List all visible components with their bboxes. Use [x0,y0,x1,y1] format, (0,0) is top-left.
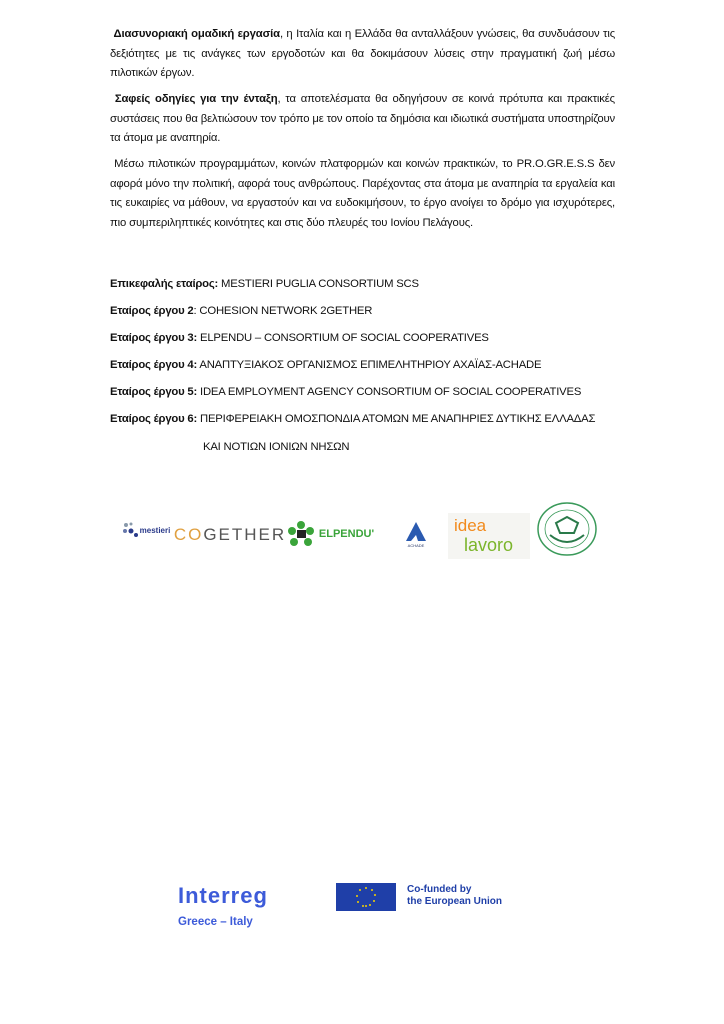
partner-label: Επικεφαλής εταίρος: [110,278,219,290]
lavoro-text: lavoro [464,535,514,555]
gether-text: GETHER [203,525,287,544]
partner-name: : COHESION NETWORK 2GETHER [193,305,373,317]
achade-mountain-icon [405,521,427,543]
mestieri-logo [118,518,174,542]
partner-5 [110,386,581,398]
paragraph-text: , η Ιταλία και η Ελλάδα θα ανταλλάξουν γνώσεις, θα συνδυάσουν τις δεξιότητες με τις ανάγκες των εργοδοτών και θα δοκιμάσουν λύσεις στην πραγματική ζωή μέσω πιλοτικών έργων. [110,28,615,79]
paragraph-cross-border [110,25,615,84]
achade-logo [398,517,434,551]
partner-4 [110,359,541,371]
co-text: CO [173,525,204,544]
partner-name: MESTIERI PUGLIA CONSORTIUM SCS [218,278,419,290]
federation-seal-logo [535,501,599,557]
partner-2 [110,305,372,317]
interreg-logo [178,883,318,928]
paragraph-heading: Σαφείς οδηγίες για την ένταξη [114,93,278,105]
elpendu-hands-icon [286,519,316,549]
2gether-logo [173,516,287,554]
paragraph-text: , τα αποτελέσματα θα οδηγήσουν σε κοινά πρότυπα και πρακτικές συστάσεις που θα βελτιώσουν τον τρόπο με τον οποίο τα δημόσια και ιδιωτικά συστήματα υποστηρίζουν τα άτομα με αναπηρία. [110,93,615,144]
partner-6 [110,413,595,425]
mestieri-dots-icon [122,521,140,539]
elpendu-logo [280,518,380,550]
interreg-text: Interreg [178,883,268,908]
paragraph-integration [110,90,615,149]
program-text: Greece – Italy [178,916,253,928]
partner-name: IDEA EMPLOYMENT AGENCY CONSORTIUM OF SOCIAL COOPERATIVES [197,386,582,398]
achade-text: ACHADE [407,542,425,548]
paragraph-progress [110,155,615,233]
eu-flag-icon [336,883,396,911]
partner-lead [110,278,419,290]
idea-lavoro-logo [448,513,530,559]
partner-name: ELPENDU – CONSORTIUM OF SOCIAL COOPERATIVES [197,332,489,344]
idea-text: idea [454,516,487,535]
partner-label: Εταίρος έργου 4: [110,359,198,371]
mestieri-text: mestieri [139,525,171,535]
partner-3 [110,332,489,344]
paragraph-text: Μέσω πιλοτικών προγραμμάτων, κοινών πλατφορμών και κοινών πρακτικών, το PR.O.GR.E.S.S δεν αφορά μόνο την πολιτική, αφορά τους ανθρώπους. Παρέχοντας στα άτομα με αναπηρία τα εργαλεία και τις ευκαιρίες να μάθουν, να εργαστούν και να ευδοκιμήσουν, το έργο ανοίγει το δρόμο για ισχυρότερες, πιο συμπεριληπτικές κοινότητες και στις δύο πλευρές του Ιονίου Πελάγους. [110,158,615,229]
partner-label: Εταίρος έργου 2 [110,305,194,317]
partner-label: Εταίρος έργου 6: [110,413,198,425]
elpendu-text: ELPENDU' [318,528,375,540]
partner-label: Εταίρος έργου 5: [110,386,198,398]
partner-label: Εταίρος έργου 3: [110,332,198,344]
seal-icon [536,501,598,557]
eu-cofunded-text [407,884,502,908]
eu-line2: the European Union [407,896,502,907]
eu-line1: Co-funded by [407,884,472,895]
partner-6-continuation: ΚΑΙ ΝΟΤΙΩΝ ΙΟΝΙΩΝ ΝΗΣΩΝ [203,441,350,453]
partner-name: ΑΝΑΠΤΥΞΙΑΚΟΣ ΟΡΓΑΝΙΣΜΟΣ ΕΠΙΜΕΛΗΤΗΡΙΟΥ ΑΧΑΪΑΣ-ACHADE [197,359,542,371]
partner-name: ΠΕΡΙΦΕΡΕΙΑΚΗ ΟΜΟΣΠΟΝΔΙΑ ΑΤΟΜΩΝ ΜΕ ΑΝΑΠΗΡΙΕΣ ΔΥΤΙΚΗΣ ΕΛΛΑΔΑΣ [197,413,596,425]
paragraph-heading: Διασυνοριακή ομαδική εργασία [113,28,280,40]
